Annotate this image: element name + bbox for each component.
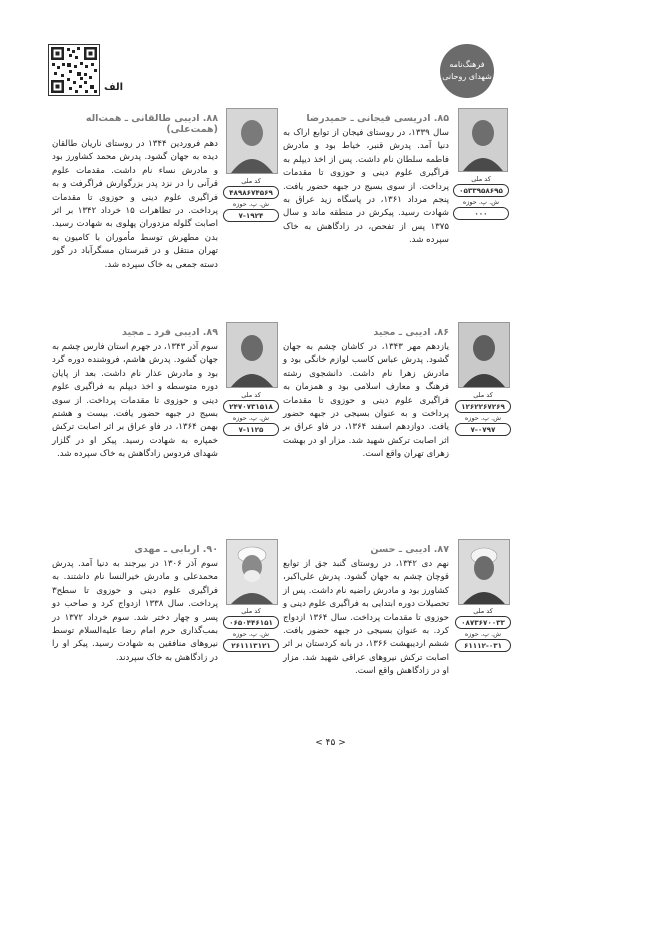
- national-code-label: کد ملی: [241, 391, 261, 399]
- portrait-photo: [458, 539, 510, 605]
- entry-body: نهم دی ۱۳۴۲، در روستای گنبد جق از توابع قوچان چشم به جهان گشود. پدرش علی‌اکبر، کشاورز بود و مادرش راضیه نام داشت. پس از تحصیلات دوره ابتدایی به فراگیری علوم دینی و حوزوی تا مقدمات پرداخت. سال ۱۳۶۴ ازدواج کرد. به عنوان بسیجی در جبهه حضور یافت. ششم اردیبهشت ۱۳۶۶، در بانه کردستان بر اثر اصابت ترکش نیروهای عراقی شهید شد. مزار او در زادگاهش واقع است.: [283, 559, 449, 677]
- seminary-file-label: ش. پ. حوزه: [464, 630, 502, 638]
- entry-title: ۹۰. اربابی ـ مهدی: [134, 544, 218, 555]
- qr-code-icon: [48, 44, 100, 96]
- entry-body: سوم آذر ۱۳۴۳، در جهرم استان فارس چشم به جهان گشود. پدرش هاشم، فروشنده دوره گرد بود و مادرش عذار نام داشت. بعد از پایان دوره متوسطه و اخذ دیپلم به فراگیری علوم دینی و حوزوی تا مقدمات پرداخت. از سوی بسیج در جبهه حضور یافت. بیست و هشتم بهمن ۱۳۶۴، در فاو عراق بر اثر اصابت ترکش خمپاره به شهادت رسید. پیکر او در گلزار شهدای فردوس زادگاهش به خاک سپرده شد.: [52, 342, 218, 460]
- seminary-file-label: ش. پ. حوزه: [464, 414, 502, 422]
- page-number: < ۴۵ >: [315, 738, 346, 748]
- national-code: ۲۴۷۰۷۳۱۵۱۸: [223, 400, 279, 413]
- seminary-file-label: ش. پ. حوزه: [232, 630, 270, 638]
- portrait-photo: [226, 108, 278, 174]
- book-logo: [440, 44, 494, 98]
- portrait-photo: [458, 108, 508, 172]
- national-code-label: کد ملی: [473, 391, 493, 399]
- id-codes: [453, 174, 509, 221]
- id-codes: [223, 390, 279, 437]
- id-codes: [455, 390, 511, 437]
- biography-entry: [283, 113, 449, 248]
- logo-title-line2: شهدای روحانی: [442, 72, 492, 81]
- seminary-file-label: ش. پ. حوزه: [232, 200, 270, 208]
- portrait-photo: [458, 322, 510, 388]
- portrait-photo: [226, 322, 278, 388]
- seminary-file-number: ۷-۰۷۹۷: [455, 423, 511, 436]
- seminary-file-number: ۲۶۱۱۱۳۱۲۱: [223, 639, 279, 652]
- entry-title: ۸۹. ادیبی فرد ـ مجید: [122, 327, 218, 338]
- national-code: ۰۸۷۳۶۷۰۰۳۳: [455, 616, 511, 629]
- seminary-file-number: ۰۰۰: [453, 207, 509, 220]
- biography-entry: [52, 544, 218, 665]
- national-code: ۱۲۶۲۲۶۷۲۶۹: [455, 400, 511, 413]
- national-code-label: کد ملی: [473, 607, 493, 615]
- biography-entry: [283, 544, 449, 679]
- seminary-file-number: ۷-۱۱۲۵: [223, 423, 279, 436]
- id-codes: [223, 176, 279, 223]
- section-letter: الف: [104, 82, 124, 93]
- seminary-file-number: ۷-۱۹۲۴: [223, 209, 279, 222]
- id-codes: [223, 606, 279, 653]
- entry-title: ۸۸. ادیبی طالقانی ـ همت‌اله (همت‌علی): [85, 113, 218, 135]
- biography-entry: [283, 327, 449, 462]
- biography-entry: [52, 113, 218, 272]
- entry-body: دهم فروردین ۱۳۴۴ در روستای ناریان طالقان دیده به جهان گشود. پدرش محمد کشاورز بود و مادرش نساء نام داشت. مقدمات علوم قرآنی را در نزد پدر بزرگوارش فراگرفت و به فراگیری علوم دینی و حوزوی تا مقدمات پرداخت. در تظاهرات ۱۵ خرداد ۱۳۴۲ بر اثر اصابت گلوله مزدوران پهلوی به شهادت رسید. بدن مطهرش توسط مأموران با کامیون به تهران منتقل و در قبرستان مسگرآباد در گور دسته جمعی به خاک سپرده شد.: [52, 139, 218, 270]
- entry-body: یازدهم مهر ۱۳۴۳، در کاشان چشم به جهان گشود. پدرش عباس کاسب لوازم خانگی بود و مادرش زهرا نام داشت. دانشجوی رشته فرهنگ و معارف اسلامی بود و همزمان به فراگیری علوم دینی و حوزوی تا مقدمات پرداخت و به عنوان بسیجی در جبهه حضور یافت. دوازدهم اسفند ۱۳۶۴، در فاو عراق بر اثر اصابت ترکش شهید شد. مزار او در بهشت زهرای تهران واقع است.: [283, 342, 449, 460]
- entry-body: سال ۱۳۳۹، در روستای فیجان از توابع اراک به دنیا آمد. پدرش قنبر، خیاط بود و مادرش فاطمه سلطان نام داشت. پس از اخذ دیپلم به فراگیری علوم دینی و حوزوی تا مقدمات پرداخت. از سوی بسیج در جبهه حضور یافت. پنجم مرداد ۱۳۶۱، در پاسگاه زید عراق به شهادت رسید. پیکرش در منطقه ماند و سال ۱۳۷۵ پس از تفحص، در زادگاهش به خاک سپرده شد.: [283, 128, 450, 246]
- national-code: ۴۸۹۸۶۷۴۵۶۹: [223, 186, 279, 199]
- id-codes: [455, 606, 511, 653]
- national-code: ۰۵۳۳۹۵۸۶۹۵: [453, 184, 509, 197]
- seminary-file-label: ش. پ. حوزه: [462, 198, 500, 206]
- national-code-label: کد ملی: [241, 607, 261, 615]
- entry-title: ۸۷. ادیبی ـ حسن: [370, 544, 449, 555]
- national-code-label: کد ملی: [471, 175, 491, 183]
- logo-title-line1: فرهنگ‌نامه: [449, 60, 485, 69]
- entry-body: سوم آذر ۱۳۰۶ در بیرجند به دنیا آمد. پدرش محمدعلی و مادرش خیرالنسا نام داشتند. به فراگیری علوم دینی و حوزوی تا سطح۳ پرداخت. سال ۱۳۳۸ ازدواج کرد و صاحب دو پسر و چهار دختر شد. سوم خرداد ۱۳۷۲ در بمب‌گذاری حرم امام رضا علیه‌السلام توسط نیروهای منافقین به شهادت رسید. پیکر او را در زادگاهش به خاک سپردند.: [52, 559, 219, 663]
- entry-title: ۸۵. ادریسی فیجانی ـ حمیدرضا: [306, 113, 449, 124]
- seminary-file-label: ش. پ. حوزه: [232, 414, 270, 422]
- national-code: ۰۶۵۰۴۴۶۱۵۱: [223, 616, 279, 629]
- entry-title: ۸۶. ادیبی ـ مجید: [373, 327, 449, 338]
- seminary-file-number: ۶۱۱۱۲-۰۳۱: [455, 639, 511, 652]
- portrait-photo: [226, 539, 278, 605]
- biography-entry: [52, 327, 218, 462]
- national-code-label: کد ملی: [241, 177, 261, 185]
